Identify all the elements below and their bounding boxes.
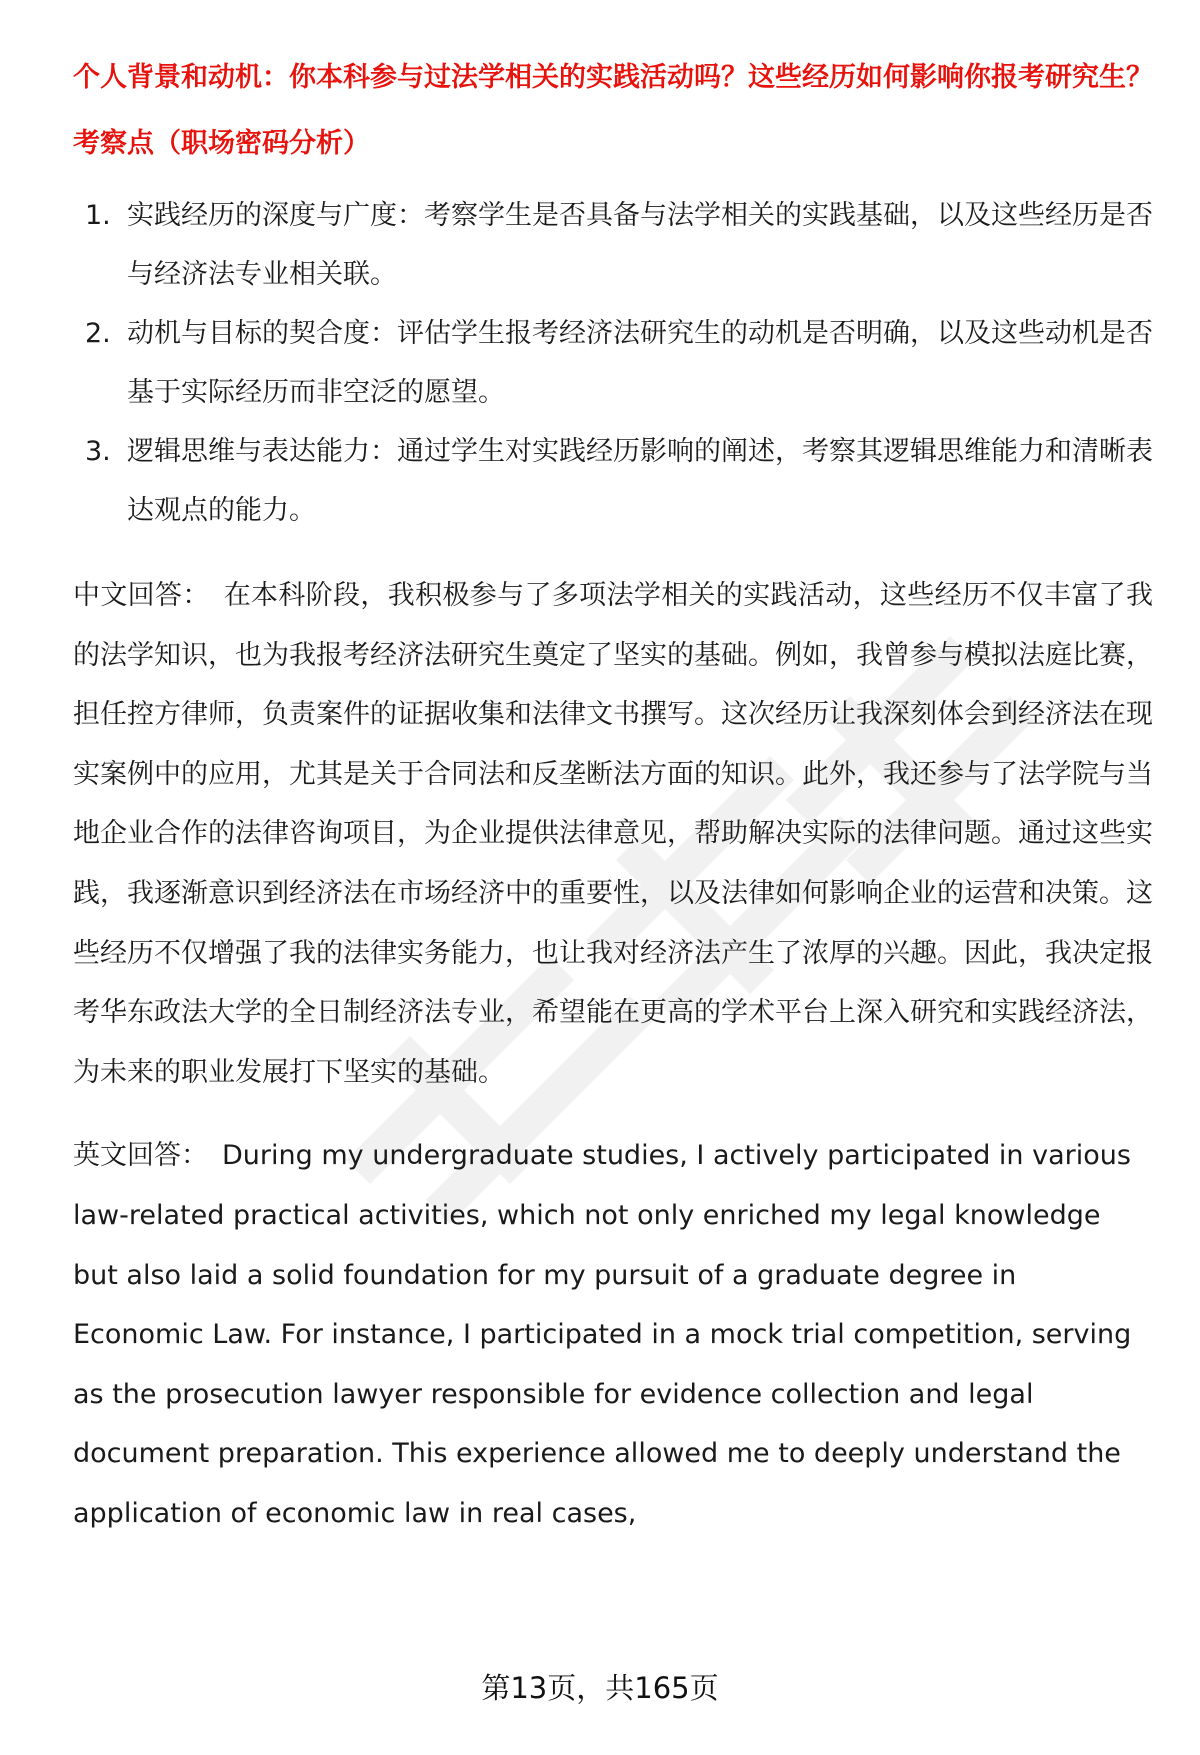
list-item-text: 逻辑思维与表达能力：通过学生对实践经历影响的阐述，考察其逻辑思维能力和清晰表达观点的能力。 — [127, 436, 1153, 526]
list-item — [73, 304, 1153, 422]
list-number: 1. — [85, 200, 111, 231]
question-title: 个人背景和动机：你本科参与过法学相关的实践活动吗？这些经历如何影响你报考研究生？ — [73, 62, 1153, 93]
list-number: 2. — [85, 318, 111, 349]
english-answer — [73, 1126, 1153, 1543]
section-label: 考察点（职场密码分析） — [73, 128, 370, 159]
list-item — [73, 422, 1153, 540]
list-item-text: 实践经历的深度与广度：考察学生是否具备与法学相关的实践基础，以及这些经历是否与经济法专业相关联。 — [127, 200, 1153, 290]
document-page — [73, 56, 1153, 1544]
english-answer-text: During my undergraduate studies, I actively participated in various law-related practical activities, which not only enriched my legal knowledge but also laid a solid foundation for my pursuit of a graduate degree in Economic Law. For instance, I participated in a mock trial competition, serving as the prosecution lawyer responsible for evidence collection and legal document preparation. This experience allowed me to deeply understand the application of economic law in real cases, — [73, 1140, 1132, 1529]
chinese-answer-text: 在本科阶段，我积极参与了多项法学相关的实践活动，这些经历不仅丰富了我的法学知识，也为我报考经济法研究生奠定了坚实的基础。例如，我曾参与模拟法庭比赛，担任控方律师，负责案件的证据收集和法律文书撰写。这次经历让我深刻体会到经济法在现实案例中的应用，尤其是关于合同法和反垄断法方面的知识。此外，我还参与了法学院与当地企业合作的法律咨询项目，为企业提供法律意见，帮助解决实际的法律问题。通过这些实践，我逐渐意识到经济法在市场经济中的重要性，以及法律如何影响企业的运营和决策。这些经历不仅增强了我的法律实务能力，也让我对经济法产生了浓厚的兴趣。因此，我决定报考华东政法大学的全日制经济法专业，希望能在更高的学术平台上深入研究和实践经济法，为未来的职业发展打下坚实的基础。 — [73, 580, 1154, 1088]
list-number: 3. — [85, 436, 111, 467]
list-item-text: 动机与目标的契合度：评估学生报考经济法研究生的动机是否明确，以及这些动机是否基于实际经历而非空泛的愿望。 — [127, 318, 1153, 408]
chinese-answer-label: 中文回答： — [73, 580, 210, 611]
chinese-answer — [73, 566, 1153, 1102]
list-item — [73, 186, 1153, 304]
english-answer-label: 英文回答： — [73, 1140, 208, 1172]
assessment-points-list — [73, 186, 1153, 540]
page-number: 第13页，共165页 — [481, 1671, 719, 1705]
